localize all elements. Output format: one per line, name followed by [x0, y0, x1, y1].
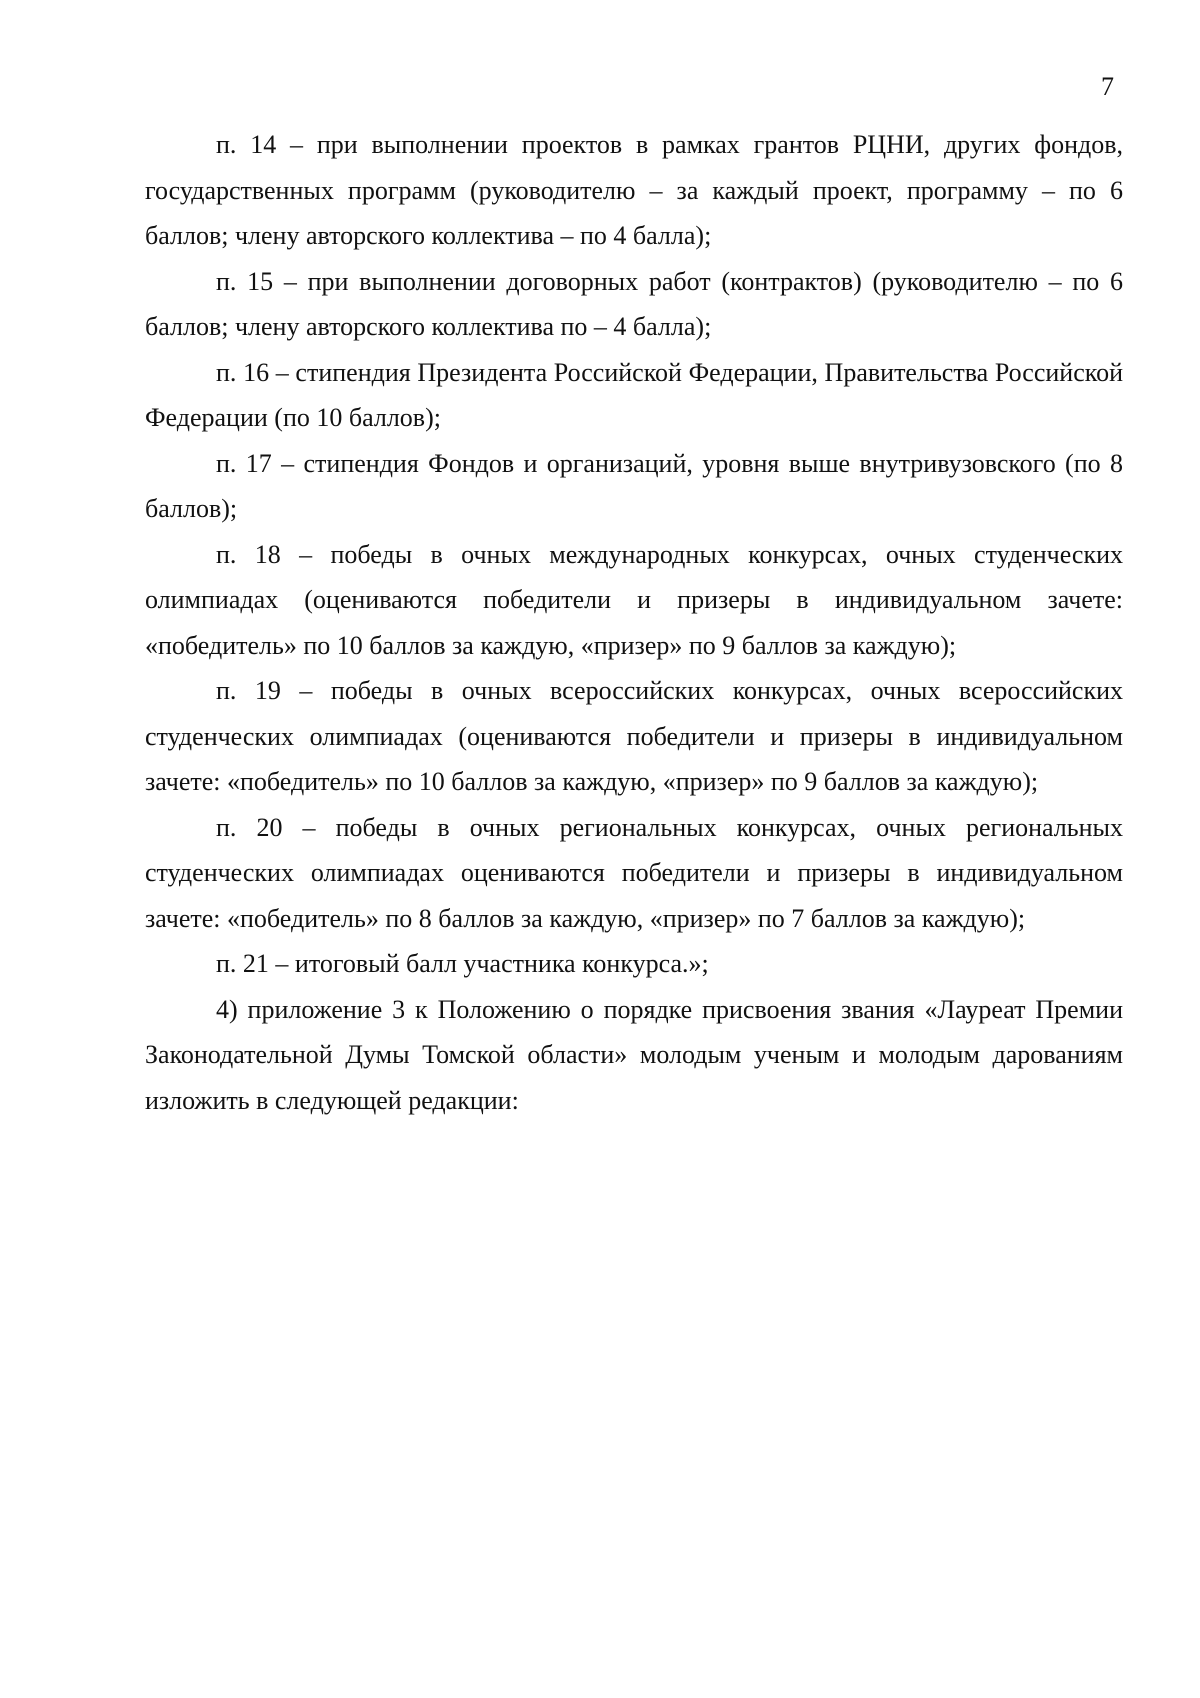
page-number: 7 [1101, 72, 1114, 101]
paragraph-amendment-4: 4) приложение 3 к Положению о порядке присвоения звания «Лауреат Премии Законодательной Думы Томской области» молодым ученым и молодым дарованиям изложить в следующей редакции: [145, 994, 1123, 1115]
paragraph-item-21: п. 21 – итоговый балл участника конкурса.»; [216, 949, 709, 978]
paragraph-item-14: п. 14 – при выполнении проектов в рамках грантов РЦНИ, других фондов, государственных программ (руководителю – за каждый проект, программу – по 6 баллов; члену авторского коллектива – по 4 балла); [145, 130, 1123, 250]
document-body [145, 122, 1123, 1123]
paragraph-item-15: п. 15 – при выполнении договорных работ (контрактов) (руководителю – по 6 баллов; члену авторского коллектива по – 4 балла); [145, 266, 1123, 341]
paragraph-item-18: п. 18 – победы в очных международных конкурсах, очных студенческих олимпиадах (оцениваются победители и призеры в индивидуальном зачете: «победитель» по 10 баллов за каждую, «призер» по 9 баллов за каждую); [145, 539, 1123, 660]
paragraph-item-16: п. 16 – стипендия Президента Российской Федерации, Правительства Российской Федерации (по 10 баллов); [145, 357, 1123, 432]
paragraph-item-17: п. 17 – стипендия Фондов и организаций, уровня выше внутривузовского (по 8 баллов); [145, 448, 1123, 523]
paragraph-item-20: п. 20 – победы в очных региональных конкурсах, очных региональных студенческих олимпиадах оцениваются победители и призеры в индивидуальном зачете: «победитель» по 8 баллов за каждую, «призер» по 7 баллов за каждую); [145, 812, 1123, 933]
paragraph-item-19: п. 19 – победы в очных всероссийских конкурсах, очных всероссийских студенческих олимпиадах (оцениваются победители и призеры в индивидуальном зачете: «победитель» по 10 баллов за каждую, «призер» по 9 баллов за каждую); [145, 676, 1123, 796]
